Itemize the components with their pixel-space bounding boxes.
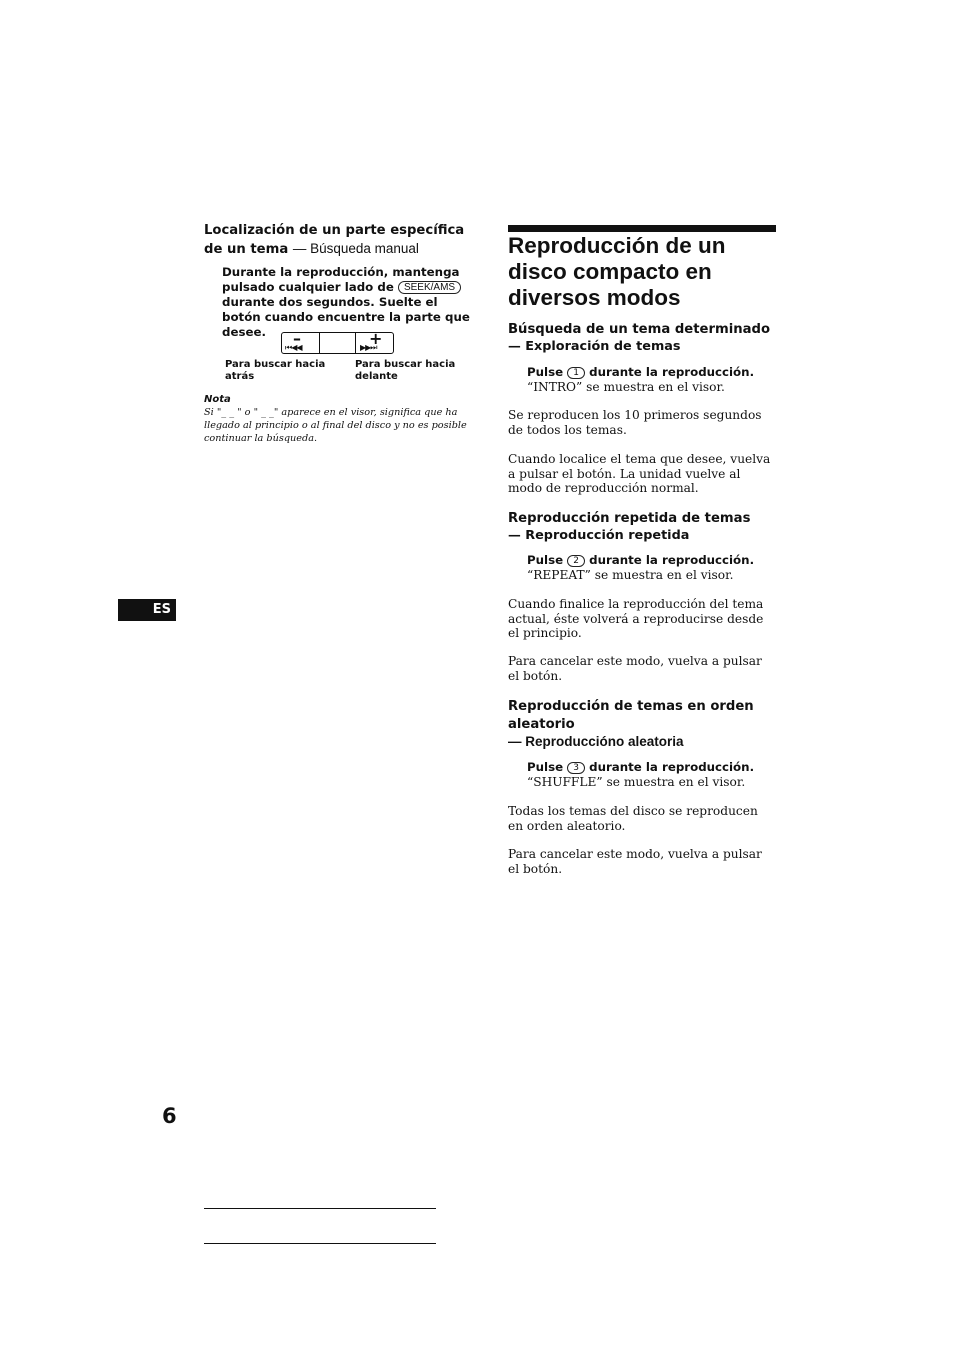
display-message-intro: “INTRO” se muestra en el visor.	[527, 380, 725, 394]
language-tab: ES	[118, 599, 176, 621]
seek-ams-key: SEEK/AMS	[398, 281, 461, 294]
page-title: Reproducción de un disco compacto en diversos modos	[508, 233, 726, 310]
paragraph-repeat-2: Para cancelar este modo, vuelva a pulsar el botón.	[508, 654, 762, 683]
display-message-repeat: “REPEAT” se muestra en el visor.	[527, 568, 734, 582]
fast-forward-icon: ▶▶⏭	[360, 343, 377, 352]
paragraph-intro-1: Se reproducen los 10 primeros segundos de todos los temas.	[508, 408, 762, 437]
instruction-post: durante dos segundos. Suelte el botón cuando encuentre la parte que desee.	[222, 295, 470, 339]
instruction-pre: Durante la reproducción, mantenga pulsado cualquier lado de	[222, 265, 460, 294]
title-bar	[508, 225, 776, 232]
pulse-instruction-repeat	[527, 553, 776, 568]
key-3-icon: 3	[567, 762, 585, 774]
manual-search-instruction	[222, 265, 476, 340]
seek-button-divider-right	[355, 333, 356, 353]
section-heading-repeat: Reproducción repetida de temas	[508, 511, 751, 526]
manual-search-heading	[204, 222, 476, 259]
section-subheading-intro: — Exploración de temas	[508, 339, 681, 354]
display-message-shuffle: “SHUFFLE” se muestra en el visor.	[527, 775, 746, 789]
manual-search-subheading: — Búsqueda manual	[292, 241, 419, 256]
page-number: 6	[162, 1104, 177, 1128]
seek-button-divider-left	[319, 333, 320, 353]
note-body: Si "_ _ " o " _ _" aparece en el visor, significa que ha llegado al principio o al final del disco y no es posible continuar la búsqueda.	[204, 407, 467, 444]
pulse-instruction-intro	[527, 365, 776, 380]
rewind-icon: ⏮◀◀	[285, 343, 302, 352]
pulse-during: durante la reproducción.	[589, 760, 755, 774]
pulse-during: durante la reproducción.	[589, 365, 755, 379]
manual-search-heading-text: Localización de un parte específica de un tema	[204, 223, 465, 257]
section-subheading-shuffle: — Reproduccióno aleatoria	[508, 734, 684, 749]
pulse-instruction-shuffle	[527, 760, 776, 775]
minus-icon: –	[293, 329, 301, 348]
paragraph-shuffle-1: Todas los temas del disco se reproducen en orden aleatorio.	[508, 804, 758, 833]
key-2-icon: 2	[567, 555, 585, 567]
footer-rule-top	[204, 1208, 436, 1209]
paragraph-repeat-1: Cuando finalice la reproducción del tema actual, éste volverá a reproducirse desde el principio.	[508, 597, 764, 641]
footer-rule-bottom	[204, 1243, 436, 1244]
paragraph-shuffle-2: Para cancelar este modo, vuelva a pulsar el botón.	[508, 847, 762, 876]
pulse-word: Pulse	[527, 365, 564, 379]
section-subheading-repeat: — Reproducción repetida	[508, 528, 690, 543]
paragraph-intro-2: Cuando localice el tema que desee, vuelva a pulsar el botón. La unidad vuelve al modo de reproducción normal.	[508, 452, 771, 496]
plus-icon: +	[369, 329, 383, 348]
pulse-word: Pulse	[527, 553, 564, 567]
note-title: Nota	[204, 394, 231, 405]
section-heading-shuffle: Reproducción de temas en orden aleatorio	[508, 699, 754, 732]
pulse-word: Pulse	[527, 760, 564, 774]
pulse-during: durante la reproducción.	[589, 553, 755, 567]
caption-search-back: Para buscar hacia atrás	[225, 359, 326, 382]
caption-search-forward: Para buscar hacia delante	[355, 359, 456, 382]
section-heading-intro: Búsqueda de un tema determinado	[508, 322, 770, 337]
key-1-icon: 1	[567, 367, 585, 379]
